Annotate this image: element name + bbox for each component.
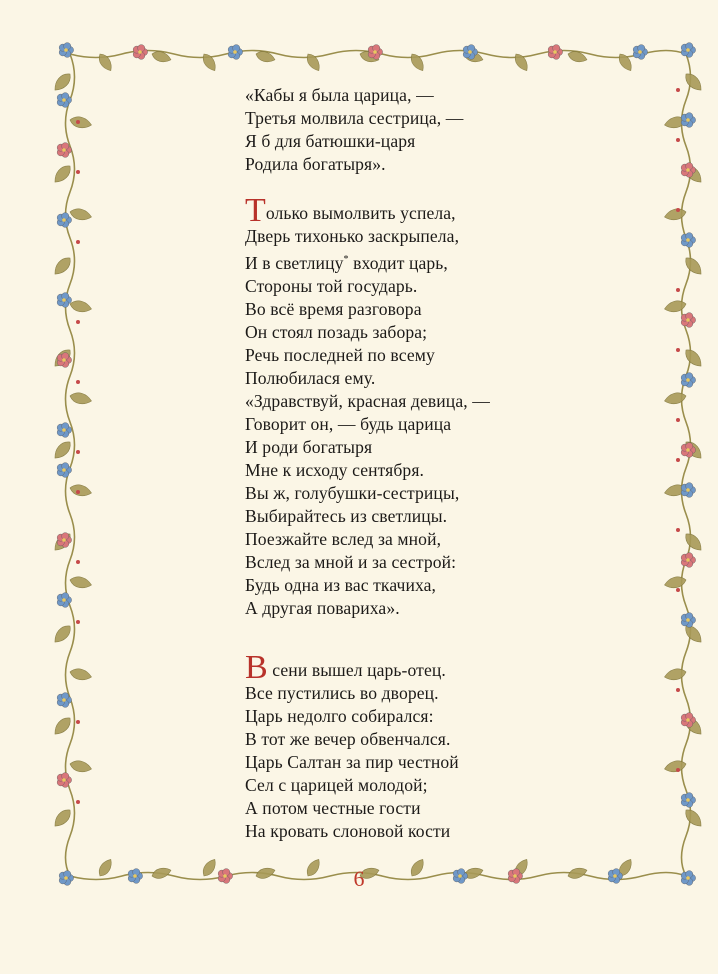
flower-ornament-center (686, 118, 690, 122)
leaf-ornament (663, 391, 687, 406)
berry-ornament (676, 208, 680, 212)
flower-ornament-center (686, 718, 690, 722)
flower-ornament-center (62, 218, 66, 222)
poem-line: Говорит он, — будь царица (245, 414, 452, 434)
flower-ornament-center (373, 50, 377, 54)
leaf-ornament (69, 115, 93, 130)
berry-ornament (676, 528, 680, 532)
leaf-ornament (69, 391, 93, 406)
flower-ornament-center (686, 318, 690, 322)
poem-line: Выбирайтесь из светлицы. (245, 506, 448, 526)
leaf-ornament (151, 49, 173, 64)
berry-ornament (676, 418, 680, 422)
leaf-ornament (69, 483, 93, 498)
berry-ornament (676, 688, 680, 692)
berry-ornament (76, 620, 80, 624)
berry-ornament (676, 88, 680, 92)
berry-ornament (676, 348, 680, 352)
poem-line: Мне к исходу сентября. (245, 460, 425, 480)
berry-ornament (76, 450, 80, 454)
leaf-ornament (512, 51, 531, 73)
leaf-ornament (616, 51, 635, 73)
flower-ornament-center (638, 50, 642, 54)
poem-line: И роди богатыря (245, 437, 373, 457)
flower-ornament-center (468, 50, 472, 54)
leaf-ornament (682, 254, 705, 277)
flower-ornament-center (62, 468, 66, 472)
flower-ornament-center (62, 298, 66, 302)
leaf-ornament (682, 70, 705, 93)
leaf-ornament (663, 667, 687, 682)
flower-ornament-center (553, 50, 557, 54)
stanza-3 (245, 649, 459, 843)
leaf-ornament (96, 51, 115, 73)
poem-line: Третья молвила сестрица, — (245, 108, 464, 128)
leaf-ornament (69, 759, 93, 774)
flower-ornament-center (686, 798, 690, 802)
flower-ornament-center (686, 558, 690, 562)
drop-cap-initial: В (245, 649, 268, 686)
leaf-ornament (69, 299, 93, 314)
berry-ornament (676, 768, 680, 772)
berry-ornament (76, 170, 80, 174)
page-number: 6 (353, 866, 365, 891)
berry-ornament (76, 380, 80, 384)
flower-ornament-center (62, 428, 66, 432)
leaf-ornament (200, 51, 219, 73)
leaf-ornament (51, 714, 74, 737)
leaf-ornament (304, 51, 323, 73)
leaf-ornament (663, 207, 687, 222)
poem-line: Родила богатыря». (245, 154, 386, 174)
berry-ornament (676, 138, 680, 142)
flower-ornament-center (138, 50, 142, 54)
leaf-ornament (682, 806, 705, 829)
poem-line-first (245, 649, 459, 686)
flower-ornament-center (62, 148, 66, 152)
flower-ornament-center (686, 168, 690, 172)
poem-line: А потом честные гости (245, 798, 421, 818)
leaf-ornament (69, 207, 93, 222)
leaf-ornament (51, 254, 74, 277)
flower-ornament-center (62, 98, 66, 102)
leaf-ornament (682, 346, 705, 369)
poem-line: Царь Салтан за пир честной (245, 752, 459, 772)
leaf-ornament (69, 667, 93, 682)
poem-line-first (245, 192, 490, 229)
leaf-ornament (663, 575, 687, 590)
poem-line: Будь одна из вас ткачиха, (245, 575, 437, 595)
flower-ornament-center (686, 378, 690, 382)
flower-ornament-center (62, 538, 66, 542)
leaf-ornament (51, 70, 74, 93)
poem-line: «Кабы я была царица, — (245, 85, 434, 105)
leaf-ornament (682, 530, 705, 553)
corner-flower-ornament-center (64, 48, 68, 52)
poem-line: Полюбилася ему. (245, 368, 376, 388)
footnote-mark: * (343, 254, 349, 265)
poem-line: Дверь тихонько заскрыпела, (245, 226, 460, 246)
leaf-ornament (51, 162, 74, 185)
flower-ornament-center (62, 778, 66, 782)
poem-line: Сел с царицей молодой; (245, 775, 428, 795)
flower-ornament-center (233, 50, 237, 54)
poem-line: Я б для батюшки-царя (245, 131, 416, 151)
leaf-ornament (408, 51, 427, 73)
leaf-ornament (51, 622, 74, 645)
berry-ornament (76, 320, 80, 324)
poem-line: Стороны той государь. (245, 276, 418, 296)
drop-cap-initial: Т (245, 192, 266, 229)
berry-ornament (676, 288, 680, 292)
berry-ornament (76, 800, 80, 804)
flower-ornament-center (686, 238, 690, 242)
flower-ornament-center (686, 488, 690, 492)
flower-ornament-center (686, 448, 690, 452)
leaf-ornament (51, 438, 74, 461)
line-tail: входит царь, (348, 253, 448, 273)
poem-line: А другая повариха». (245, 598, 400, 618)
leaf-ornament (69, 575, 93, 590)
corner-flower-ornament-center (686, 48, 690, 52)
stanza-2 (245, 192, 490, 620)
poem-line: «Здравствуй, красная девица, — (245, 391, 490, 411)
leaf-ornament (567, 49, 589, 64)
berry-ornament (76, 240, 80, 244)
poem-line: На кровать слоновой кости (245, 821, 451, 841)
leaf-ornament (51, 806, 74, 829)
flower-ornament-center (62, 598, 66, 602)
poem-line: Вы ж, голубушки-сестрицы, (245, 483, 460, 503)
poem-line: Он стоял позадь забора; (245, 322, 428, 342)
flower-ornament-center (62, 698, 66, 702)
stanza-1 (245, 84, 463, 176)
poem-line: Царь недолго собирался: (245, 706, 434, 726)
berry-ornament (76, 490, 80, 494)
poem-line: Все пустились во дворец. (245, 683, 439, 703)
berry-ornament (676, 588, 680, 592)
first-line-rest: олько вымолвить успела, (265, 203, 456, 223)
berry-ornament (676, 458, 680, 462)
leaf-ornament (255, 49, 277, 64)
flower-ornament-center (686, 618, 690, 622)
poem-line: Поезжайте вслед за мной, (245, 529, 442, 549)
poem-line: Вслед за мной и за сестрой: (245, 552, 457, 572)
first-line-rest: сени вышел царь-отец. (267, 660, 446, 680)
leaf-ornament (663, 759, 687, 774)
berry-ornament (76, 120, 80, 124)
poem-line: Речь последней по всему (245, 345, 435, 365)
flower-ornament-center (62, 358, 66, 362)
poem-line: Во всё время разговора (245, 299, 422, 319)
berry-ornament (76, 560, 80, 564)
line-head: И в светлицу (245, 253, 344, 273)
leaf-ornament (663, 299, 687, 314)
berry-ornament (76, 720, 80, 724)
poem-line: В тот же вечер обвенчался. (245, 729, 451, 749)
poem-line-with-footnote (245, 248, 490, 275)
